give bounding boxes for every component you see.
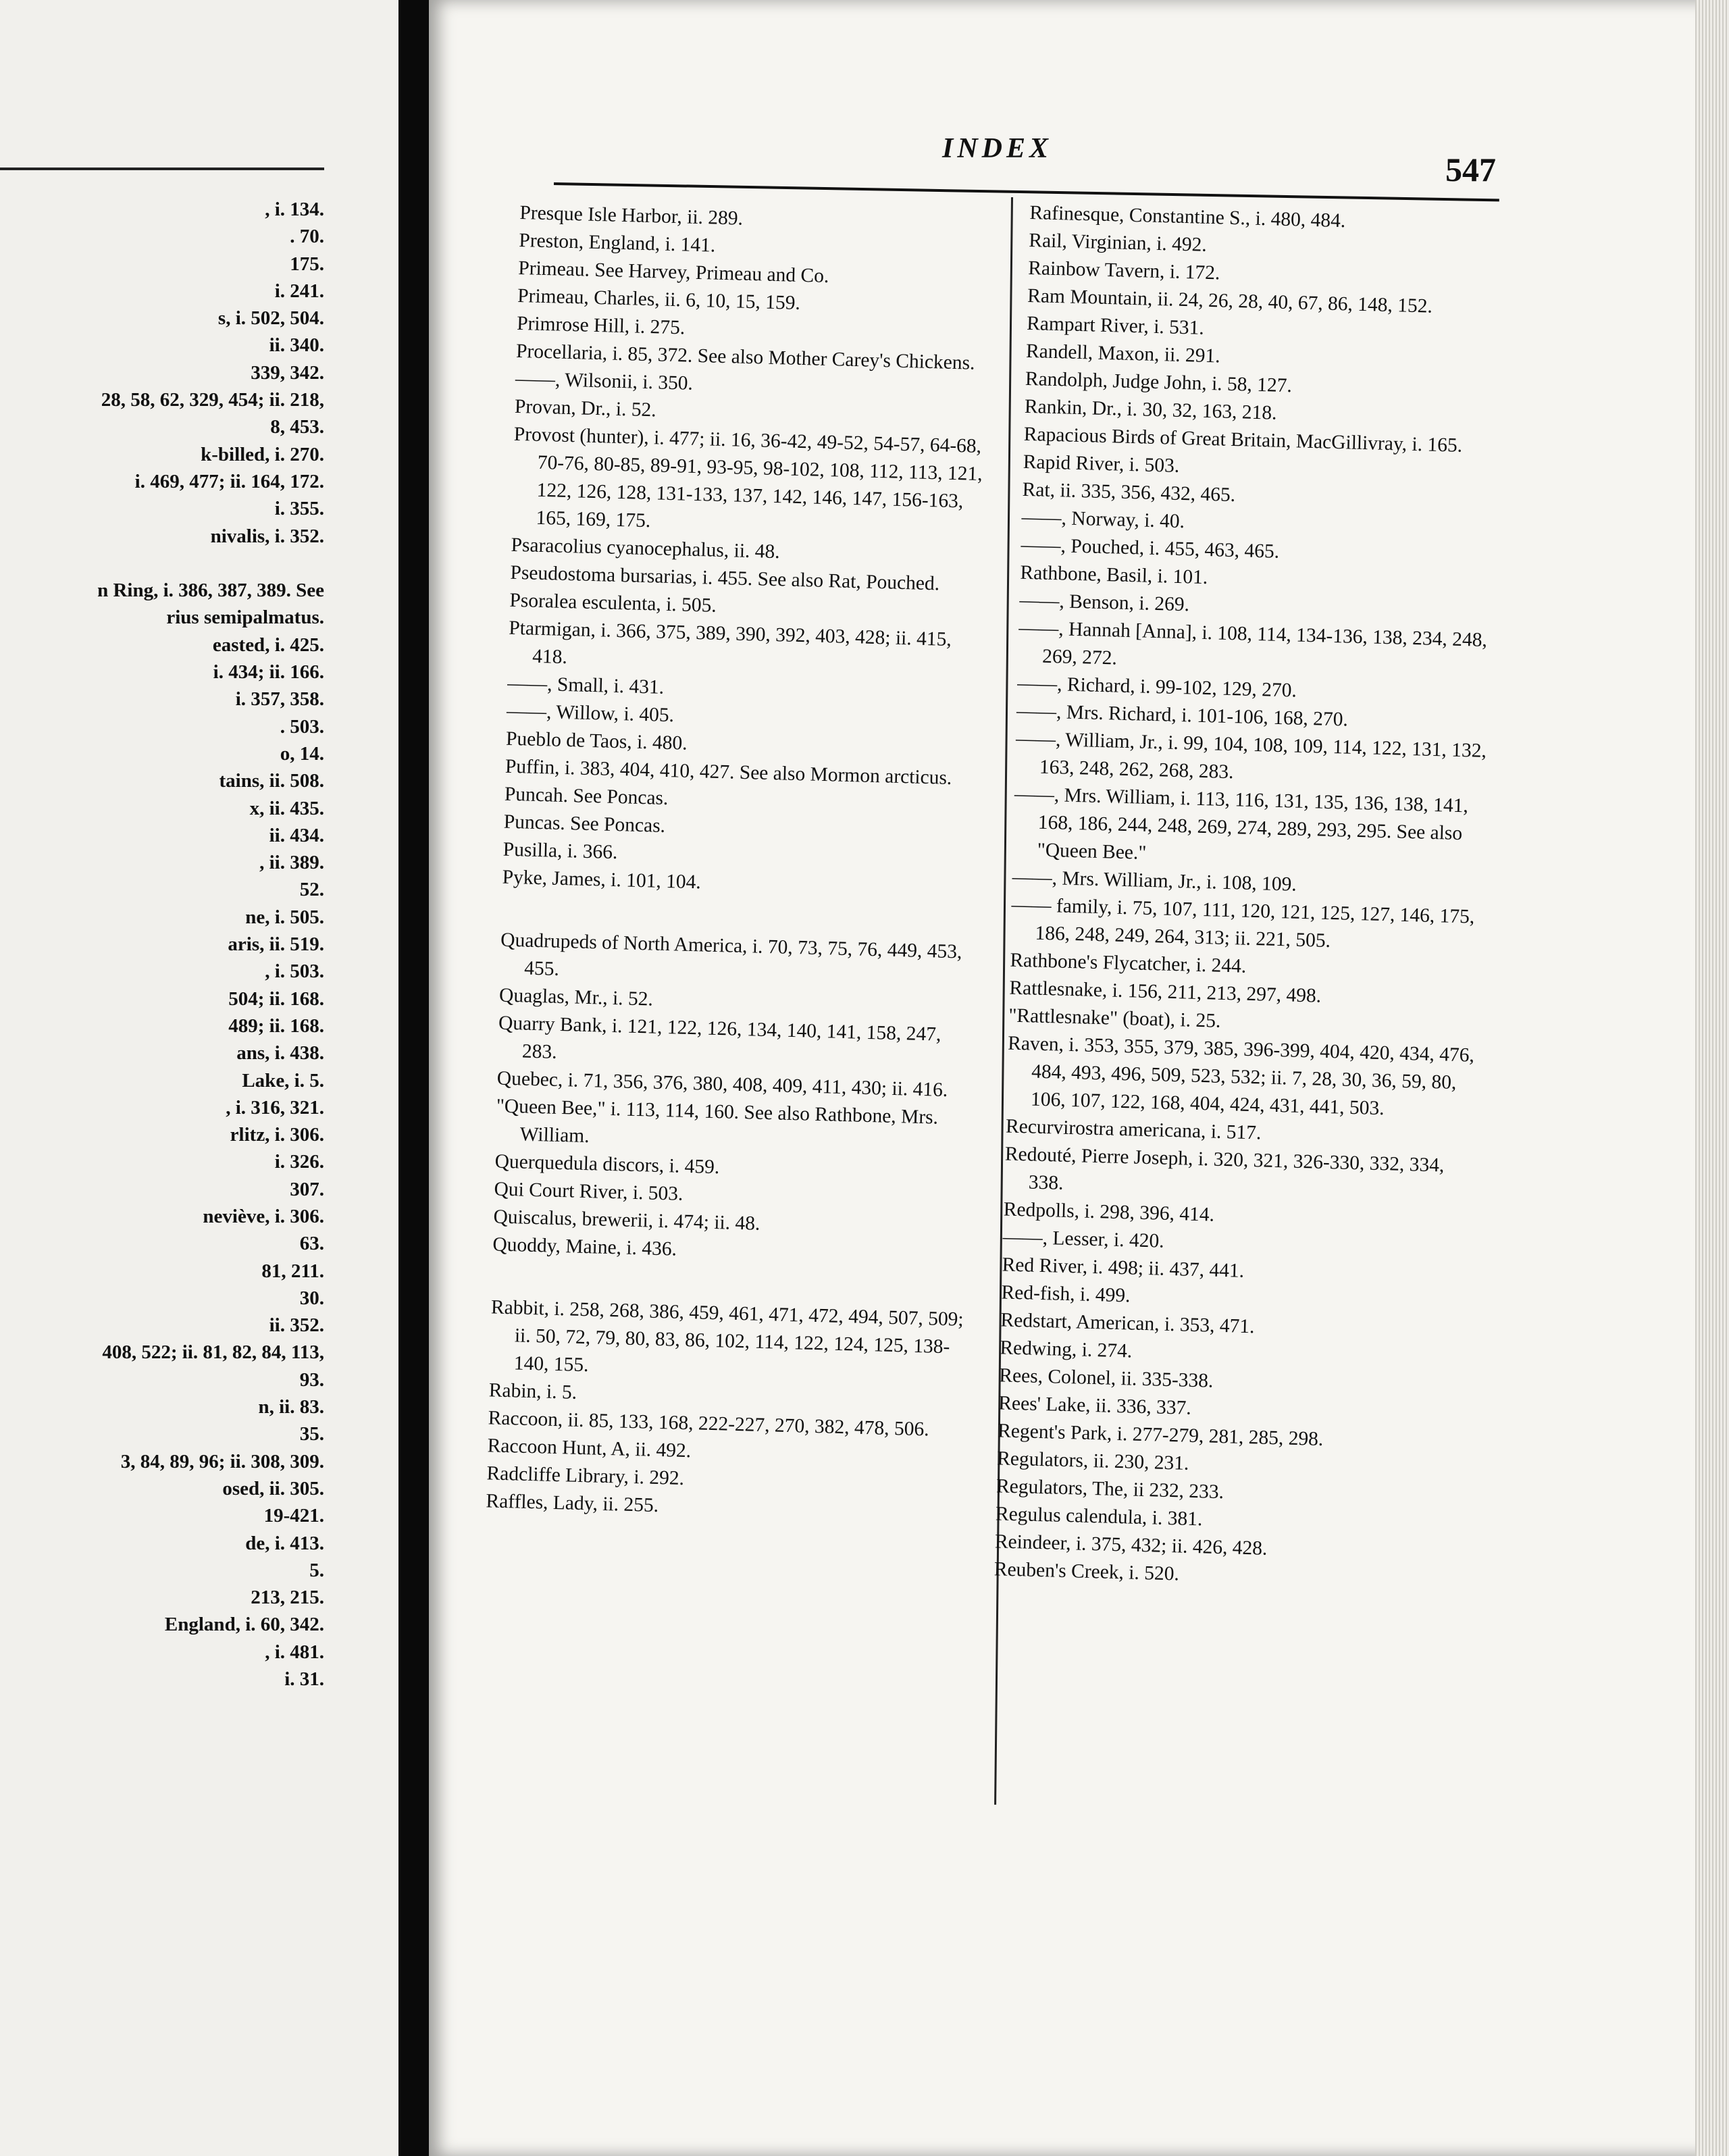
left-page-line: Lake, i. 5.: [242, 1069, 324, 1092]
index-entry: Regulators, ii. 230, 231.: [996, 1447, 1189, 1474]
index-entry: Rail, Virginian, i. 492.: [1028, 229, 1208, 256]
index-entry: Rainbow Tavern, i. 172.: [1027, 257, 1220, 284]
index-column-1: [486, 199, 993, 1528]
index-entry: ——, Mrs. William, i. 113, 116, 131, 135, 136, 138, 141, 168, 186, 244, 248, 269, 274, 289, 293, 295. See also "Queen Bee.": [1014, 783, 1469, 864]
left-page-index-lines: [0, 196, 351, 1693]
book-gutter: [398, 0, 429, 2156]
index-entry: ——, Hannah [Anna], i. 108, 114, 134-136, 138, 234, 248, 269, 272.: [1018, 617, 1488, 669]
left-page-line: , ii. 389.: [259, 852, 324, 874]
index-entry: Provost (hunter), i. 477; ii. 16, 36-42, 49-52, 54-57, 64-68, 70-76, 80-85, 89-91, 93-95, 98-102, 108, 112, 113, 121, 122, 126, 128, 131-133, 137, 142, 146, 147, 156-163, 165, 169, 175.: [513, 423, 983, 532]
left-page-line: 35.: [299, 1423, 324, 1445]
left-page-line: . 503.: [280, 715, 324, 738]
left-page-line: s, i. 502, 504.: [217, 307, 324, 330]
left-page-line: ans, i. 438.: [236, 1042, 324, 1064]
left-page-line: , i. 134.: [265, 199, 324, 220]
left-page-line: osed, ii. 305.: [222, 1477, 324, 1499]
index-entry: Rabbit, i. 258, 268, 386, 459, 461, 471, 472, 494, 507, 509; ii. 50, 72, 79, 80, 83, 86, 102, 114, 122, 124, 125, 138-140, 155.: [490, 1296, 964, 1377]
index-entry: ——, Wilsonii, i. 350.: [515, 367, 694, 394]
left-page-line: aris, ii. 519.: [228, 933, 324, 956]
index-entry: Rampart River, i. 531.: [1026, 312, 1205, 339]
index-entry: Primeau, Charles, ii. 6, 10, 15, 159.: [517, 284, 801, 314]
index-entry: Rankin, Dr., i. 30, 32, 163, 218.: [1024, 395, 1277, 424]
index-entry: "Rattlesnake" (boat), i. 25.: [1008, 1004, 1221, 1032]
left-page-line: 175.: [290, 253, 324, 275]
left-page-line: England, i. 60, 342.: [164, 1614, 324, 1636]
left-page-line: 28, 58, 62, 329, 454; ii. 218,: [101, 389, 324, 411]
index-entry: Pueblo de Taos, i. 480.: [505, 727, 688, 754]
left-page-line: neviève, i. 306.: [203, 1205, 324, 1227]
index-entry: Rathbone's Flycatcher, i. 244.: [1010, 949, 1247, 977]
index-entry: Ram Mountain, ii. 24, 26, 28, 40, 67, 86, 148, 152.: [1027, 284, 1433, 317]
index-entry: ——, Willow, i. 405.: [506, 700, 675, 727]
index-entry: Rapid River, i. 503.: [1023, 451, 1180, 477]
index-entry: Redouté, Pierre Joseph, i. 320, 321, 326-330, 332, 334, 338.: [1004, 1143, 1445, 1194]
index-entry: Qui Court River, i. 503.: [494, 1178, 683, 1205]
index-entry: Reindeer, i. 375, 432; ii. 426, 428.: [994, 1531, 1268, 1560]
index-entry: Puffin, i. 383, 404, 410, 427. See also Mormon arcticus.: [505, 755, 952, 790]
page-edges: [1695, 0, 1729, 2156]
left-page-line: 408, 522; ii. 81, 82, 84, 113,: [102, 1341, 324, 1364]
left-page-line: . 70.: [290, 226, 324, 248]
left-page-line: ii. 352.: [269, 1314, 324, 1337]
facing-left-page: [0, 0, 398, 2156]
left-page-line: tains, ii. 508.: [219, 770, 324, 792]
index-entry: Regent's Park, i. 277-279, 281, 285, 298.: [997, 1420, 1324, 1450]
index-entry: Puncas. See Poncas.: [503, 811, 666, 837]
index-entry: Quadrupeds of North America, i. 70, 73, 75, 76, 449, 453, 455.: [500, 929, 962, 980]
left-page-line: i. 241.: [274, 280, 324, 302]
left-page-line: ne, i. 505.: [245, 906, 324, 928]
index-entry: Redstart, American, i. 353, 471.: [1000, 1309, 1255, 1338]
left-page-line: 5.: [309, 1559, 324, 1581]
left-page-line: n Ring, i. 386, 387, 389. See: [97, 580, 324, 602]
left-page-line: 52.: [299, 879, 324, 901]
left-page-line: 93.: [299, 1368, 324, 1391]
index-entry: Pyke, James, i. 101, 104.: [502, 866, 702, 894]
index-entry: Quaglas, Mr., i. 52.: [498, 984, 654, 1010]
left-page-line: 63.: [299, 1233, 324, 1255]
left-page-line: 489; ii. 168.: [228, 1015, 324, 1037]
left-page-line: 81, 211.: [261, 1260, 324, 1282]
index-entry: Rattlesnake, i. 156, 211, 213, 297, 498.: [1009, 977, 1322, 1007]
index-entry: Ptarmigan, i. 366, 375, 389, 390, 392, 403, 428; ii. 415, 418.: [508, 617, 952, 669]
left-page-line: rius semipalmatus.: [166, 607, 324, 629]
left-page-line: i. 326.: [274, 1151, 324, 1173]
index-entry: Randell, Maxon, ii. 291.: [1025, 340, 1221, 367]
left-page-line: k-billed, i. 270.: [201, 443, 324, 465]
index-entry: Quiscalus, brewerii, i. 474; ii. 48.: [493, 1206, 760, 1235]
index-entry: Reuben's Creek, i. 520.: [993, 1558, 1180, 1585]
left-page-line: , i. 481.: [265, 1641, 324, 1663]
index-entry: ——, Norway, i. 40.: [1021, 506, 1185, 533]
index-entry: ——, Small, i. 431.: [507, 672, 665, 698]
left-page-line: i. 357, 358.: [235, 688, 324, 711]
left-page-line: 339, 342.: [251, 361, 324, 384]
left-page-line: , i. 316, 321.: [226, 1096, 324, 1119]
index-entry: Randolph, Judge John, i. 58, 127.: [1025, 367, 1293, 397]
running-head: INDEX: [942, 133, 1053, 164]
index-entry: Psoralea esculenta, i. 505.: [509, 589, 717, 617]
index-entry: ——, Pouched, i. 455, 463, 465.: [1021, 534, 1280, 563]
left-page-line: 213, 215.: [251, 1587, 324, 1609]
left-page-line: 8, 453.: [270, 416, 324, 438]
left-page-line: 30.: [299, 1287, 324, 1309]
index-entry: Rafinesque, Constantine S., i. 480, 484.: [1029, 201, 1346, 232]
left-page-line: rlitz, i. 306.: [230, 1124, 324, 1146]
index-entry: Querquedula discors, i. 459.: [494, 1150, 720, 1179]
left-page-line: , i. 503.: [265, 960, 324, 983]
index-entry: Redpolls, i. 298, 396, 414.: [1003, 1198, 1215, 1226]
index-entry: Rees, Colonel, ii. 335-338.: [998, 1364, 1214, 1392]
index-entry: ——, William, Jr., i. 99, 104, 108, 109, 114, 122, 131, 132, 163, 248, 262, 268, 283.: [1015, 727, 1487, 784]
index-entry: ——, Richard, i. 99-102, 129, 270.: [1016, 672, 1297, 702]
index-entry: Rees' Lake, ii. 336, 337.: [998, 1392, 1192, 1419]
index-entry: Psaracolius cyanocephalus, ii. 48.: [511, 534, 781, 563]
left-page-line: easted, i. 425.: [212, 634, 324, 656]
left-page-line: 19-421.: [263, 1505, 324, 1527]
index-entry: Quebec, i. 71, 356, 376, 380, 408, 409, 411, 430; ii. 416.: [496, 1067, 948, 1102]
left-page-line: o, 14.: [280, 742, 324, 765]
index-entry: Raven, i. 353, 355, 379, 385, 396-399, 404, 420, 434, 476, 484, 493, 496, 509, 523, 532; ii. 7, 28, 30, 36, 59, 80, 106, 107, 122, 168, 404, 424, 431, 441, 503.: [1007, 1032, 1475, 1120]
index-entry: Regulus calendula, i. 381.: [995, 1503, 1203, 1531]
index-entry: Preston, England, i. 141.: [518, 229, 716, 257]
left-page-line: 307.: [290, 1178, 324, 1200]
index-entry: "Queen Bee," i. 113, 114, 160. See also Rathbone, Mrs. William.: [496, 1095, 939, 1148]
index-entry: ——, Mrs. Richard, i. 101-106, 168, 270.: [1016, 700, 1349, 731]
index-entry: ——, Lesser, i. 420.: [1002, 1226, 1164, 1252]
left-page-line: 504; ii. 168.: [228, 987, 324, 1010]
index-entry: Presque Isle Harbor, ii. 289.: [519, 201, 744, 230]
index-entry: Provan, Dr., i. 52.: [514, 395, 657, 421]
index-entry: Rapacious Birds of Great Britain, MacGillivray, i. 165.: [1023, 423, 1463, 457]
left-page-line: x, ii. 435.: [249, 797, 324, 819]
index-entry: Pseudostoma bursarias, i. 455. See also Rat, Pouched.: [510, 561, 940, 595]
left-page-head-rule: [0, 168, 324, 170]
index-entry: ——, Mrs. William, Jr., i. 108, 109.: [1012, 866, 1297, 896]
left-page-line: i. 434; ii. 166.: [213, 661, 324, 684]
left-page-line: de, i. 413.: [245, 1532, 324, 1554]
index-entry: Red River, i. 498; ii. 437, 441.: [1002, 1254, 1245, 1282]
index-entry: Rathbone, Basil, i. 101.: [1020, 561, 1208, 589]
index-entry: Regulators, The, ii 232, 233.: [996, 1475, 1224, 1504]
left-page-line: nivalis, i. 352.: [210, 525, 324, 547]
index-entry: Raccoon, ii. 85, 133, 168, 222-227, 270, 382, 478, 506.: [488, 1407, 930, 1441]
index-column-2: [993, 199, 1502, 1596]
left-page-line: n, ii. 83.: [258, 1396, 324, 1418]
page-number: 547: [1445, 151, 1496, 188]
left-page-line: ii. 434.: [269, 824, 324, 846]
index-entry: Red-fish, i. 499.: [1001, 1281, 1131, 1307]
left-page-line: i. 31.: [284, 1668, 324, 1691]
index-entry: Procellaria, i. 85, 372. See also Mother Carey's Chickens.: [515, 340, 975, 374]
index-entry: Radcliffe Library, i. 292.: [486, 1462, 685, 1490]
index-entry: ——, Benson, i. 269.: [1019, 589, 1190, 616]
index-entry: Rat, ii. 335, 356, 432, 465.: [1022, 478, 1236, 507]
index-entry: Rabin, i. 5.: [488, 1379, 577, 1404]
left-page-line: i. 355.: [274, 498, 324, 520]
left-page-line: [0, 550, 351, 577]
index-entry: Raffles, Lady, ii. 255.: [486, 1490, 659, 1517]
left-page-line: ii. 340.: [269, 334, 324, 357]
index-entry: Quoddy, Maine, i. 436.: [492, 1233, 677, 1260]
index-entry: Primeau. See Harvey, Primeau and Co.: [517, 257, 829, 288]
index-entry: Quarry Bank, i. 121, 122, 126, 134, 140, 141, 158, 247, 283.: [498, 1012, 941, 1063]
left-page-line: i. 469, 477; ii. 164, 172.: [134, 470, 324, 492]
index-entry: Puncah. See Poncas.: [504, 783, 669, 810]
index-entry: —— family, i. 75, 107, 111, 120, 121, 125, 127, 146, 175, 186, 248, 249, 264, 313; ii. 221, 505.: [1011, 894, 1475, 952]
left-page-line: 3, 84, 89, 96; ii. 308, 309.: [120, 1450, 324, 1472]
index-entry: Pusilla, i. 366.: [502, 838, 618, 864]
index-entry: Recurvirostra americana, i. 517.: [1005, 1115, 1262, 1144]
index-entry: Redwing, i. 274.: [1000, 1337, 1133, 1362]
index-entry: Raccoon Hunt, A, ii. 492.: [487, 1435, 692, 1462]
index-entry: Primrose Hill, i. 275.: [516, 312, 686, 339]
